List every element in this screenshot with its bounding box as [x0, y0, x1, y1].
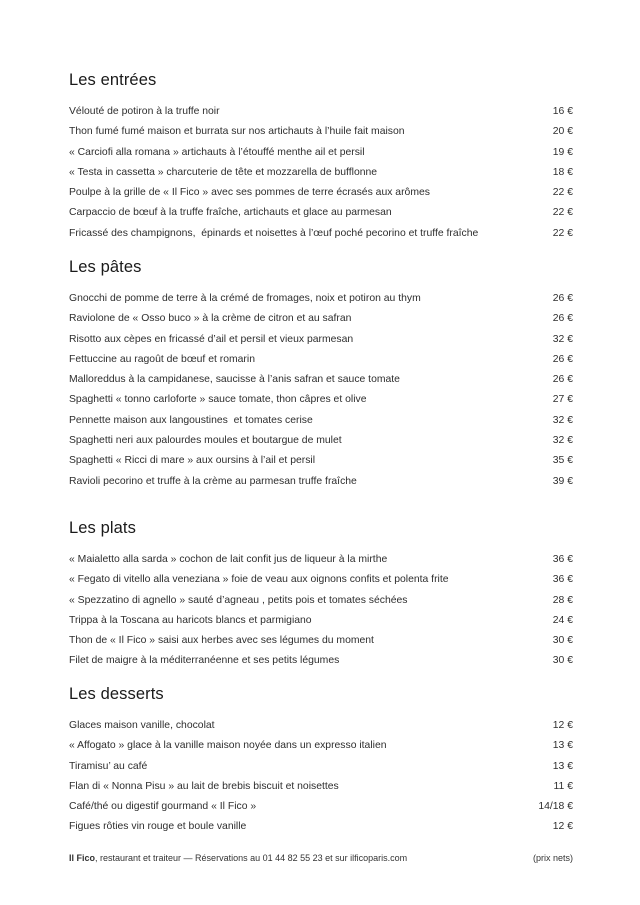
menu-item-price: 12 € — [552, 720, 573, 731]
menu-item — [69, 122, 573, 142]
menu-item-price: 26 € — [552, 313, 573, 325]
menu-item-price: 32 € — [552, 435, 573, 447]
menu-item-price: 16 € — [552, 106, 573, 117]
menu-item — [69, 330, 573, 350]
menu-item — [69, 591, 573, 611]
menu-item-name: Spaghetti neri aux palourdes moules et boutargue de mulet — [69, 435, 342, 447]
section-title: Les entrées — [69, 71, 157, 89]
footer-note: (prix nets) — [532, 853, 573, 863]
menu-item-name: Pennette maison aux langoustines et tomates cerise — [69, 414, 313, 426]
menu-items — [69, 550, 573, 672]
menu-item-price: 26 € — [552, 353, 573, 365]
footer-brand: Il Fico — [69, 853, 96, 863]
menu-item — [69, 370, 573, 390]
menu-item-name: « Maialetto alla sarda » cochon de lait confit jus de liqueur à la mirthe — [69, 554, 388, 565]
menu-item-price: 32 € — [552, 333, 573, 345]
menu-item-price: 13 € — [552, 760, 573, 772]
menu-item-name: Flan di « Nonna Pisu » au lait de brebis biscuit et noisettes — [69, 780, 339, 792]
menu-item-price: 12 € — [552, 821, 573, 833]
menu-item-price: 26 € — [552, 374, 573, 386]
menu-item-price: 36 € — [552, 554, 573, 565]
menu-item-name: Tiramisu’ au café — [69, 760, 148, 772]
menu-item-price: 22 € — [552, 227, 573, 239]
menu-item-price: 24 € — [552, 614, 573, 626]
menu-item-price: 14/18 € — [538, 801, 573, 813]
menu-item-name: Filet de maigre à la méditerranéenne et ses petits légumes — [69, 655, 340, 667]
menu-item-price: 27 € — [552, 394, 573, 406]
menu-item-name: Fricassé des champignons, épinards et noisettes à l’œuf poché pecorino et truffe fraîche — [69, 227, 479, 239]
menu-item — [69, 309, 573, 329]
menu-item-name: Thon de « Il Fico » saisi aux herbes avec ses légumes du moment — [69, 635, 374, 647]
menu-item — [69, 224, 573, 244]
menu-item-name: « Affogato » glace à la vanille maison noyée dans un expresso italien — [69, 740, 387, 752]
menu-item — [69, 716, 573, 736]
menu-item-name: Spaghetti « tonno carloforte » sauce tomate, thon câpres et olive — [69, 394, 367, 406]
menu-item-name: Carpaccio de bœuf à la truffe fraîche, artichauts et glace au parmesan — [69, 207, 392, 219]
menu-item — [69, 757, 573, 777]
menu-item-price: 26 € — [552, 293, 573, 304]
menu-item — [69, 203, 573, 223]
footer-text: , restaurant et traiteur — Réservations au 01 44 82 55 23 et sur ilficoparis.com — [95, 853, 408, 863]
menu-item-name: Risotto aux cèpes en fricassé d’ail et persil et vieux parmesan — [69, 333, 354, 345]
menu-item-name: Spaghetti « Ricci di mare » aux oursins à l’ail et persil — [69, 455, 316, 467]
menu-item-name: Glaces maison vanille, chocolat — [69, 720, 215, 731]
menu-item-name: Raviolone de « Osso buco » à la crème de citron et au safran — [69, 313, 352, 325]
menu-item-name: « Spezzatino di agnello » sauté d’agneau , petits pois et tomates séchées — [69, 594, 408, 606]
page-footer — [69, 853, 573, 863]
menu-item — [69, 797, 573, 817]
menu-item — [69, 817, 573, 837]
menu-item-price: 19 € — [552, 146, 573, 158]
menu-item-price: 35 € — [552, 455, 573, 467]
menu-item — [69, 611, 573, 631]
menu-item — [69, 550, 573, 570]
menu-item — [69, 736, 573, 756]
menu-item — [69, 350, 573, 370]
menu-item — [69, 777, 573, 797]
menu-item — [69, 102, 573, 122]
menu-items — [69, 102, 573, 244]
menu-item-name: Malloreddus à la campidanese, saucisse à l’anis safran et sauce tomate — [69, 374, 400, 386]
menu-item — [69, 631, 573, 651]
section-pates — [69, 254, 573, 492]
menu-item-price: 20 € — [552, 126, 573, 138]
menu-item-name: Gnocchi de pomme de terre à la crémé de fromages, noix et potiron au thym — [69, 293, 421, 304]
menu-item-price: 22 € — [552, 207, 573, 219]
menu-item-name: Trippa à la Toscana au haricots blancs et parmigiano — [69, 614, 312, 626]
menu-item — [69, 289, 573, 309]
menu-item-name: Figues rôties vin rouge et boule vanille — [69, 821, 247, 833]
menu-item-price: 30 € — [552, 655, 573, 667]
menu-item-name: Ravioli pecorino et truffe à la crème au parmesan truffe fraîche — [69, 475, 357, 487]
section-entrees — [69, 67, 573, 244]
section-title: Les plats — [69, 519, 136, 537]
section-plats — [69, 515, 573, 672]
menu-item-name: Café/thé ou digestif gourmand « Il Fico » — [69, 801, 257, 813]
menu-item-name: Fettuccine au ragoût de bœuf et romarin — [69, 353, 255, 365]
section-title: Les pâtes — [69, 258, 142, 276]
menu-item-name: « Carciofi alla romana » artichauts à l’étouffé menthe ail et persil — [69, 146, 365, 158]
section-title: Les desserts — [69, 685, 164, 703]
menu-item-price: 36 € — [552, 574, 573, 586]
menu-item — [69, 651, 573, 671]
section-desserts — [69, 681, 573, 838]
menu-item-name: Vélouté de potiron à la truffe noir — [69, 106, 220, 117]
menu-item-price: 22 € — [552, 187, 573, 199]
menu-item-price: 11 € — [553, 780, 573, 792]
menu-item-price: 39 € — [552, 475, 573, 487]
menu-item-name: Thon fumé fumé maison et burrata sur nos artichauts à l’huile fait maison — [69, 126, 405, 138]
menu-item — [69, 451, 573, 471]
menu-item — [69, 390, 573, 410]
menu-item — [69, 163, 573, 183]
menu-item — [69, 431, 573, 451]
menu-items — [69, 716, 573, 838]
menu-item-price: 30 € — [552, 635, 573, 647]
menu-item-price: 32 € — [552, 414, 573, 426]
menu-item-price: 13 € — [552, 740, 573, 752]
menu-items — [69, 289, 573, 492]
menu-item — [69, 183, 573, 203]
menu-item — [69, 570, 573, 590]
menu-item — [69, 143, 573, 163]
menu-item-name: « Fegato di vitello alla veneziana » foie de veau aux oignons confits et polenta frite — [69, 574, 449, 586]
menu-item-name: « Testa in cassetta » charcuterie de tête et mozzarella de bufflonne — [69, 166, 378, 178]
menu-item-name: Poulpe à la grille de « Il Fico » avec ses pommes de terre écrasés aux arômes — [69, 187, 430, 199]
menu-item-price: 28 € — [552, 594, 573, 606]
menu-item — [69, 472, 573, 492]
menu-item — [69, 411, 573, 431]
menu-item-price: 18 € — [552, 166, 573, 178]
footer-info — [69, 853, 407, 863]
